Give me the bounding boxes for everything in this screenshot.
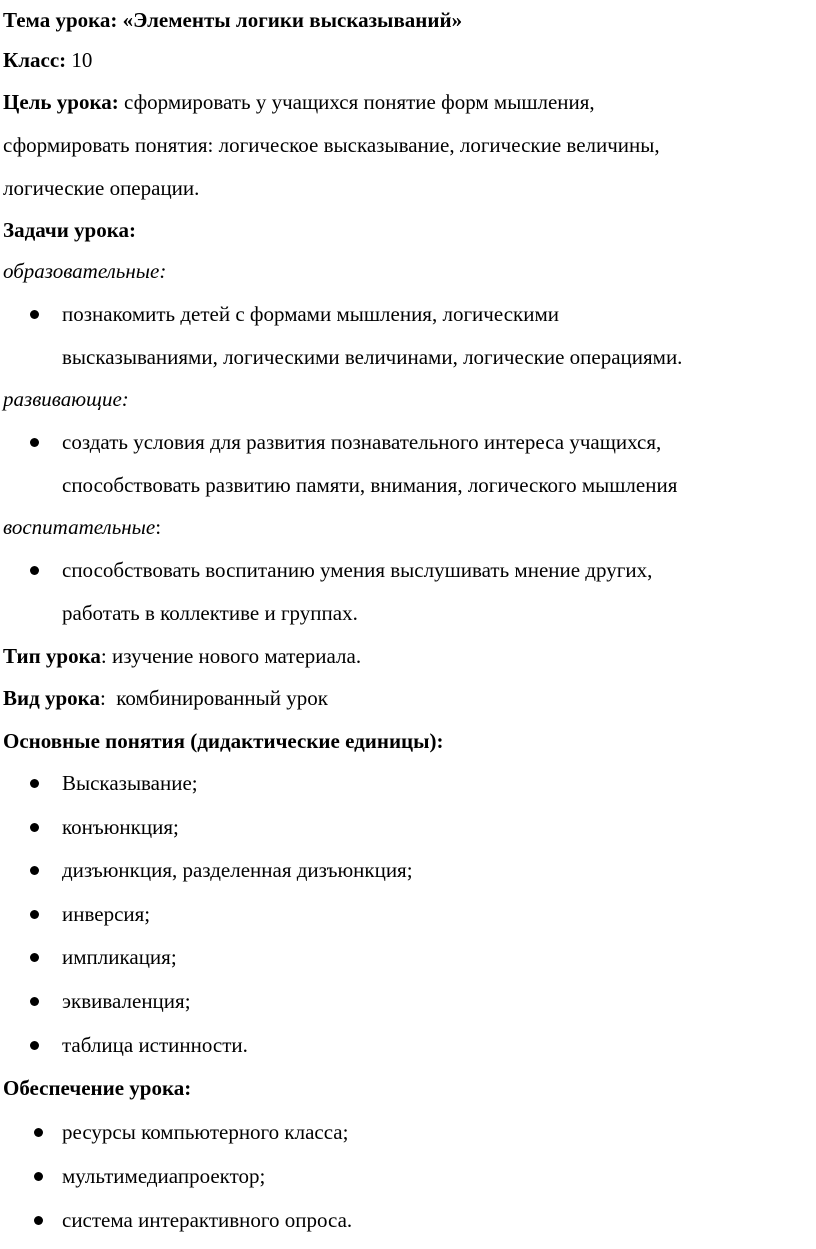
lesson-topic-label: Тема урока: bbox=[3, 8, 118, 32]
concept-item: эквиваленция; bbox=[62, 989, 191, 1013]
bullet-icon bbox=[30, 566, 39, 575]
tasks-upbringing-item-line1: способствовать воспитанию умения выслушивать мнение других, bbox=[62, 558, 653, 582]
concept-item: дизъюнкция, разделенная дизъюнкция; bbox=[62, 858, 413, 882]
tasks-educational-item-line1: познакомить детей с формами мышления, логическими bbox=[62, 302, 559, 326]
lesson-kind bbox=[3, 685, 328, 711]
bullet-icon bbox=[30, 1041, 39, 1050]
lesson-grade-label: Класс: bbox=[3, 48, 67, 72]
lesson-type bbox=[3, 643, 361, 669]
lesson-topic bbox=[3, 7, 462, 33]
concept-item: инверсия; bbox=[62, 902, 151, 926]
bullet-icon bbox=[30, 953, 39, 962]
lesson-topic-value: «Элементы логики высказываний» bbox=[122, 8, 463, 32]
lesson-type-value: : изучение нового материала. bbox=[100, 644, 362, 668]
resource-item: ресурсы компьютерного класса; bbox=[62, 1120, 349, 1144]
lesson-grade bbox=[3, 47, 92, 73]
bullet-icon bbox=[34, 1128, 43, 1137]
tasks-educational-label: образовательные bbox=[3, 259, 160, 283]
bullet-icon bbox=[30, 310, 39, 319]
tasks-upbringing-label: воспитательные bbox=[3, 515, 156, 539]
lesson-grade-value: 10 bbox=[71, 48, 93, 72]
tasks-educational-label-row bbox=[3, 258, 166, 284]
tasks-educational-colon: : bbox=[159, 259, 167, 283]
concept-item: импликация; bbox=[62, 945, 177, 969]
lesson-goal bbox=[3, 89, 595, 115]
bullet-icon bbox=[30, 779, 39, 788]
tasks-upbringing-item-line2: работать в коллективе и группах. bbox=[62, 601, 358, 625]
tasks-developmental-item-line1: создать условия для развития познавательного интереса учащихся, bbox=[62, 430, 662, 454]
lesson-kind-label: Вид урока bbox=[3, 686, 100, 710]
tasks-developmental-item-line2: способствовать развитию памяти, внимания, логического мышления bbox=[62, 473, 678, 497]
lesson-goal-line1: сформировать у учащихся понятие форм мышления, bbox=[124, 90, 595, 114]
bullet-icon bbox=[30, 997, 39, 1006]
bullet-icon bbox=[34, 1172, 43, 1181]
concepts-heading: Основные понятия (дидактические единицы): bbox=[3, 729, 444, 753]
tasks-heading: Задачи урока: bbox=[3, 218, 137, 242]
tasks-developmental-label: развивающие: bbox=[3, 387, 129, 411]
lesson-type-label: Тип урока bbox=[3, 644, 101, 668]
lesson-goal-label: Цель урока: bbox=[3, 90, 119, 114]
tasks-upbringing-label-row bbox=[3, 514, 161, 540]
bullet-icon bbox=[30, 910, 39, 919]
tasks-upbringing-colon: : bbox=[155, 515, 162, 539]
bullet-icon bbox=[34, 1216, 43, 1225]
tasks-educational-item-line2: высказываниями, логическими величинами, логические операциями. bbox=[62, 345, 683, 369]
resources-heading: Обеспечение урока: bbox=[3, 1076, 192, 1100]
lesson-goal-line3: логические операции. bbox=[3, 176, 200, 200]
resource-item: мультимедиапроектор; bbox=[62, 1164, 266, 1188]
bullet-icon bbox=[30, 866, 39, 875]
resource-item: система интерактивного опроса. bbox=[62, 1208, 353, 1232]
bullet-icon bbox=[30, 823, 39, 832]
concept-item: таблица истинности. bbox=[62, 1033, 248, 1057]
lesson-goal-line2: сформировать понятия: логическое высказывание, логические величины, bbox=[3, 133, 660, 157]
concept-item: Высказывание; bbox=[62, 771, 198, 795]
concept-item: конъюнкция; bbox=[62, 815, 179, 839]
lesson-kind-value: : комбинированный урок bbox=[99, 686, 328, 710]
bullet-icon bbox=[30, 438, 39, 447]
